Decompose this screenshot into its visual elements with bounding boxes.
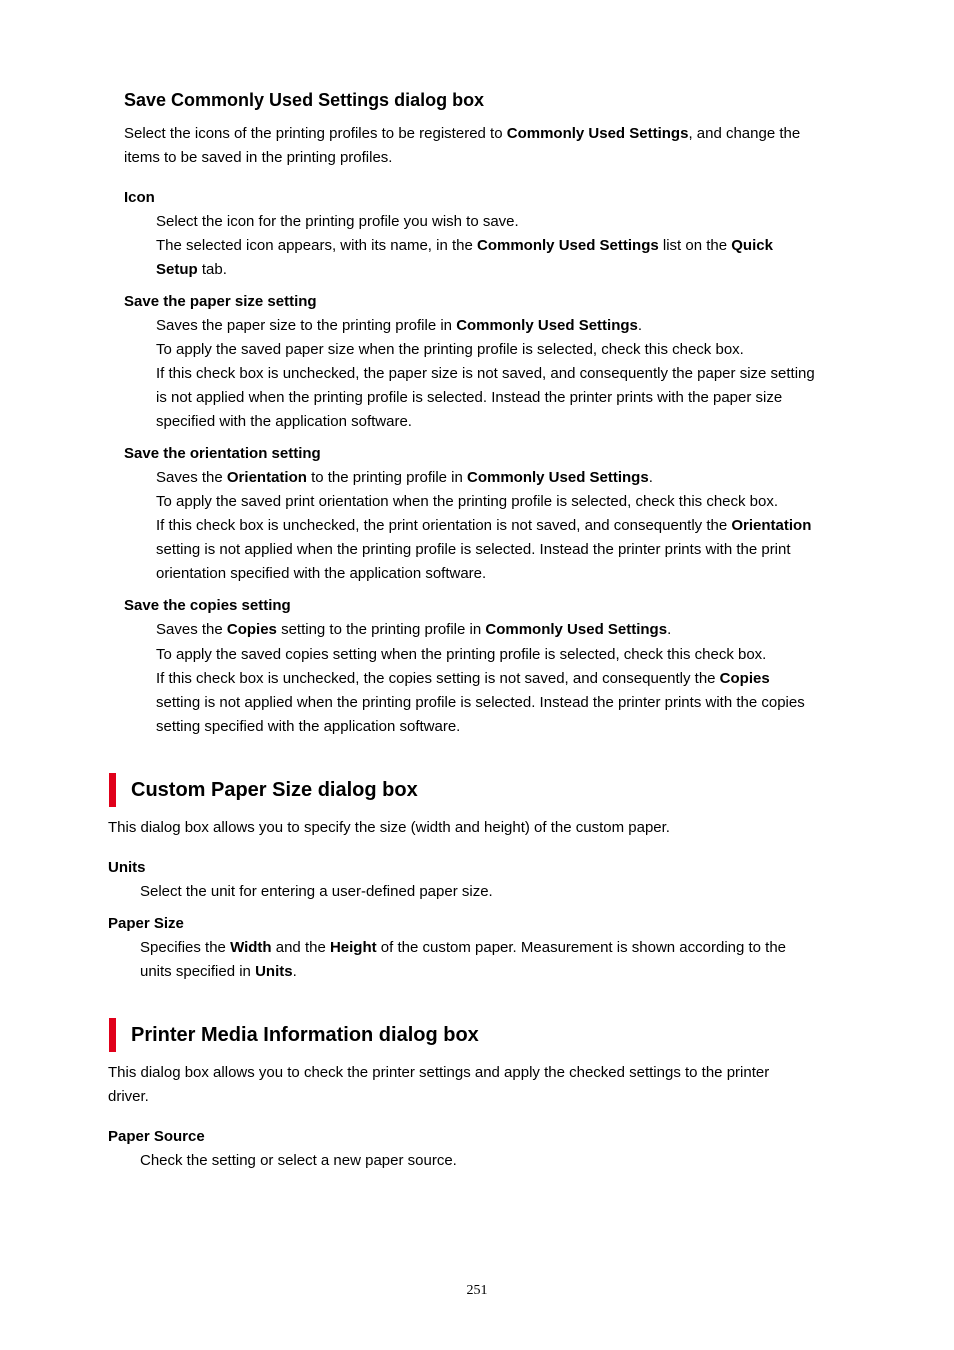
- paper-desc-1: Saves the paper size to the printing profile in Commonly Used Settings.: [156, 317, 643, 334]
- icon-desc-1: Select the icon for the printing profile you wish to save.: [156, 213, 519, 230]
- orient-desc-1: Saves the Orientation to the printing profile in Commonly Used Settings.: [156, 469, 653, 486]
- s1-intro-line2: items to be saved in the printing profiles.: [124, 149, 393, 166]
- section-title-printer-media-info: Printer Media Information dialog box: [131, 1024, 479, 1046]
- s3-intro-line2: driver.: [108, 1088, 149, 1105]
- size-desc-1: Specifies the Width and the Height of the custom paper. Measurement is shown according to the: [140, 939, 787, 956]
- term-paper-size-setting: Save the paper size setting: [124, 293, 317, 310]
- term-units: Units: [108, 859, 146, 876]
- paper-desc-3: If this check box is unchecked, the paper size is not saved, and consequently the paper size setting: [156, 365, 815, 382]
- copies-desc-1: Saves the Copies setting to the printing profile in Commonly Used Settings.: [156, 621, 672, 638]
- copies-desc-2: To apply the saved copies setting when the printing profile is selected, check this check box.: [156, 646, 767, 663]
- s2-intro: This dialog box allows you to specify the size (width and height) of the custom paper.: [108, 819, 670, 836]
- page-number: 251: [466, 1283, 488, 1298]
- orient-desc-3: If this check box is unchecked, the print orientation is not saved, and consequently the Orientation: [156, 517, 812, 534]
- term-paper-size: Paper Size: [108, 915, 184, 932]
- orient-desc-2: To apply the saved print orientation when the printing profile is selected, check this check box.: [156, 493, 779, 510]
- term-icon: Icon: [124, 189, 155, 206]
- orient-desc-4: setting is not applied when the printing profile is selected. Instead the printer prints with the print: [156, 541, 791, 558]
- section-title-custom-paper-size: Custom Paper Size dialog box: [131, 779, 418, 801]
- section-title-save-commonly-used: Save Commonly Used Settings dialog box: [124, 90, 485, 110]
- source-desc-1: Check the setting or select a new paper source.: [140, 1152, 457, 1169]
- copies-desc-3: If this check box is unchecked, the copies setting is not saved, and consequently the Copies: [156, 670, 770, 687]
- icon-desc-3: Setup tab.: [156, 261, 227, 278]
- paper-desc-2: To apply the saved paper size when the printing profile is selected, check this check box.: [156, 341, 744, 358]
- paper-desc-5: specified with the application software.: [156, 413, 412, 430]
- copies-desc-5: setting specified with the application software.: [156, 718, 461, 735]
- section-accent-bar: [109, 773, 116, 807]
- size-desc-2: units specified in Units.: [140, 963, 297, 980]
- term-paper-source: Paper Source: [108, 1128, 205, 1145]
- units-desc-1: Select the unit for entering a user-defined paper size.: [140, 883, 493, 900]
- s3-intro-line1: This dialog box allows you to check the printer settings and apply the checked settings to the printer: [108, 1064, 770, 1081]
- term-copies-setting: Save the copies setting: [124, 597, 291, 614]
- section-accent-bar: [109, 1018, 116, 1052]
- orient-desc-5: orientation specified with the application software.: [156, 565, 487, 582]
- term-orientation-setting: Save the orientation setting: [124, 445, 321, 462]
- s1-intro-line1: Select the icons of the printing profiles to be registered to Commonly Used Settings, and change the: [124, 125, 801, 142]
- copies-desc-4: setting is not applied when the printing profile is selected. Instead the printer prints with the copies: [156, 694, 805, 711]
- icon-desc-2: The selected icon appears, with its name, in the Commonly Used Settings list on the Quick: [156, 237, 773, 254]
- paper-desc-4: is not applied when the printing profile is selected. Instead the printer prints with the paper size: [156, 389, 783, 406]
